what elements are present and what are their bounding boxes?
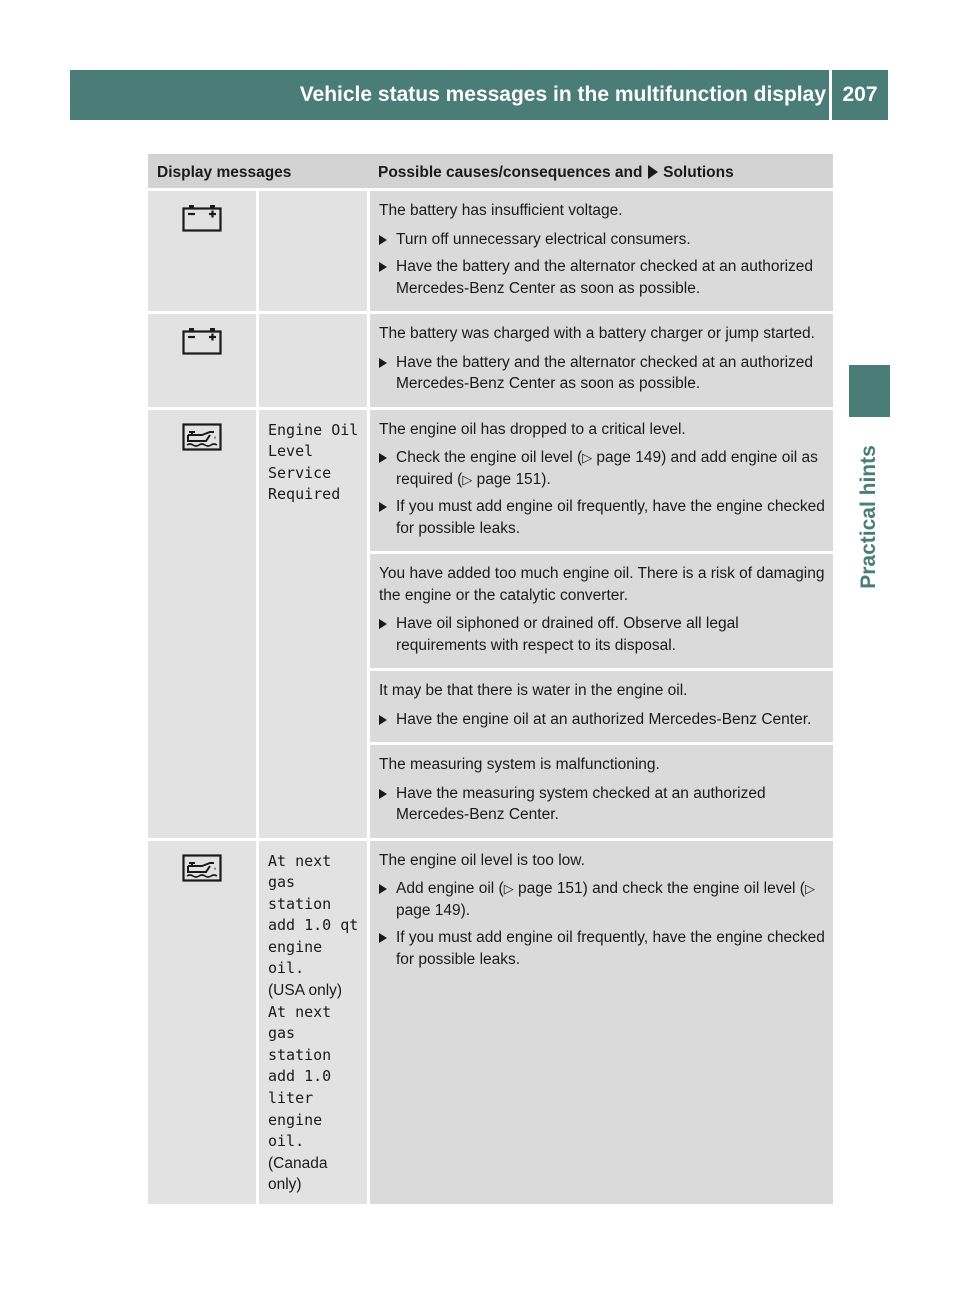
solution-cell [370, 314, 833, 407]
step-arrow-icon [379, 715, 387, 725]
table-row [148, 410, 833, 838]
display-message-text: At next gas station add 1.0 liter engine oil. [268, 1002, 332, 1151]
display-message-text: Engine Oil Level Service Required [268, 420, 359, 504]
column-header-causes [378, 154, 734, 188]
step-arrow-icon [379, 235, 387, 245]
solutions-column [370, 841, 833, 1204]
solution-step [379, 496, 829, 539]
solution-cell [370, 191, 833, 311]
solution-step-text: page 149). [396, 901, 471, 919]
display-message-cell [259, 314, 367, 407]
display-message-cell [259, 191, 367, 311]
solution-step [379, 256, 829, 299]
cause-text: The battery was charged with a battery charger or jump started. [379, 325, 815, 342]
solution-step-text: Turn off unnecessary electrical consumers. [396, 230, 691, 248]
solution-step [379, 709, 829, 731]
page-ref-icon: ▷ [503, 881, 514, 896]
solutions-column [370, 314, 833, 407]
step-arrow-icon [379, 933, 387, 943]
status-messages-table [148, 154, 833, 1204]
cause-text: The engine oil level is too low. [379, 851, 585, 869]
step-arrow-icon [379, 789, 387, 799]
solution-step [379, 783, 829, 826]
arrow-icon [648, 165, 658, 179]
step-arrow-icon [379, 262, 387, 272]
side-tab [849, 417, 890, 617]
column-header-solutions-text: Solutions [663, 164, 734, 181]
side-tab-marker [849, 365, 890, 417]
solution-step-text: page 151). [472, 470, 551, 488]
solution-cell [370, 745, 833, 838]
solution-step-text: Have the engine oil at an authorized Mercedes-Benz Center. [396, 710, 812, 728]
step-arrow-icon [379, 884, 387, 894]
solution-step-text: If you must add engine oil frequently, have the engine checked for possible leaks. [396, 929, 825, 968]
display-message-cell [259, 410, 367, 838]
column-header-display-messages: Display messages [157, 164, 292, 181]
cause-text: You have added too much engine oil. There is a risk of damaging the engine or the catalytic converter. [379, 565, 825, 604]
page-title: Vehicle status messages in the multifunction display [299, 83, 826, 106]
solution-cell [370, 841, 833, 1204]
side-tab-label: Practical hints [857, 445, 880, 589]
column-header-causes-text: Possible causes/consequences and [378, 164, 643, 181]
solution-step [379, 878, 829, 921]
page-ref-icon: ▷ [462, 471, 473, 487]
oil-can-icon [148, 841, 256, 1204]
table-row [148, 191, 833, 311]
market-note: (USA only) [268, 982, 343, 1000]
step-arrow-icon [379, 502, 387, 512]
solution-step-text: Have the battery and the alternator checked at an authorized Mercedes-Benz Center as soon as possible. [396, 258, 814, 297]
solutions-column [370, 410, 833, 838]
display-message-text: At next gas station add 1.0 qt engine oil. [268, 851, 359, 978]
solution-step [379, 229, 829, 251]
page-ref-icon: ▷ [582, 450, 593, 465]
oil-can-icon [148, 410, 256, 838]
page-number: 207 [842, 83, 878, 106]
solution-step [379, 447, 829, 490]
solution-step-text: Have the battery and the alternator checked at an authorized Mercedes-Benz Center as soon as possible. [396, 353, 814, 392]
solution-step-text: If you must add engine oil frequently, have the engine checked for possible leaks. [396, 498, 825, 537]
solution-step-text: Have the measuring system checked at an authorized Mercedes-Benz Center. [396, 784, 766, 823]
solution-step-text: Add engine oil ( [396, 880, 504, 897]
market-note: (Canada only) [268, 1154, 328, 1194]
cause-text: It may be that there is water in the engine oil. [379, 682, 688, 699]
cause-text: The measuring system is malfunctioning. [379, 756, 660, 773]
cause-text: The battery has insufficient voltage. [379, 202, 623, 219]
solution-step-text: Have oil siphoned or drained off. Observe all legal requirements with respect to its disposal. [396, 615, 739, 654]
solution-step-text: page 149) and add engine oil as required ( [396, 449, 818, 488]
step-arrow-icon [379, 358, 387, 368]
solution-cell [370, 671, 833, 742]
solution-step [379, 352, 829, 395]
battery-icon [148, 191, 256, 311]
battery-icon [148, 314, 256, 407]
table-row [148, 841, 833, 1204]
step-arrow-icon [379, 453, 387, 463]
page-ref-icon: ▷ [804, 881, 815, 896]
table-header [148, 154, 833, 188]
step-arrow-icon [379, 619, 387, 629]
solution-step-text: page 151) and check the engine oil level ( [513, 880, 805, 897]
solution-step-text: Check the engine oil level ( [396, 449, 583, 466]
solution-cell [370, 410, 833, 552]
solutions-column [370, 191, 833, 311]
display-message-cell [259, 841, 367, 1204]
table-body [148, 191, 833, 1204]
cause-text: The engine oil has dropped to a critical level. [379, 420, 686, 438]
solution-step [379, 613, 829, 656]
table-row [148, 314, 833, 407]
solution-step [379, 927, 829, 970]
solution-cell [370, 554, 833, 668]
